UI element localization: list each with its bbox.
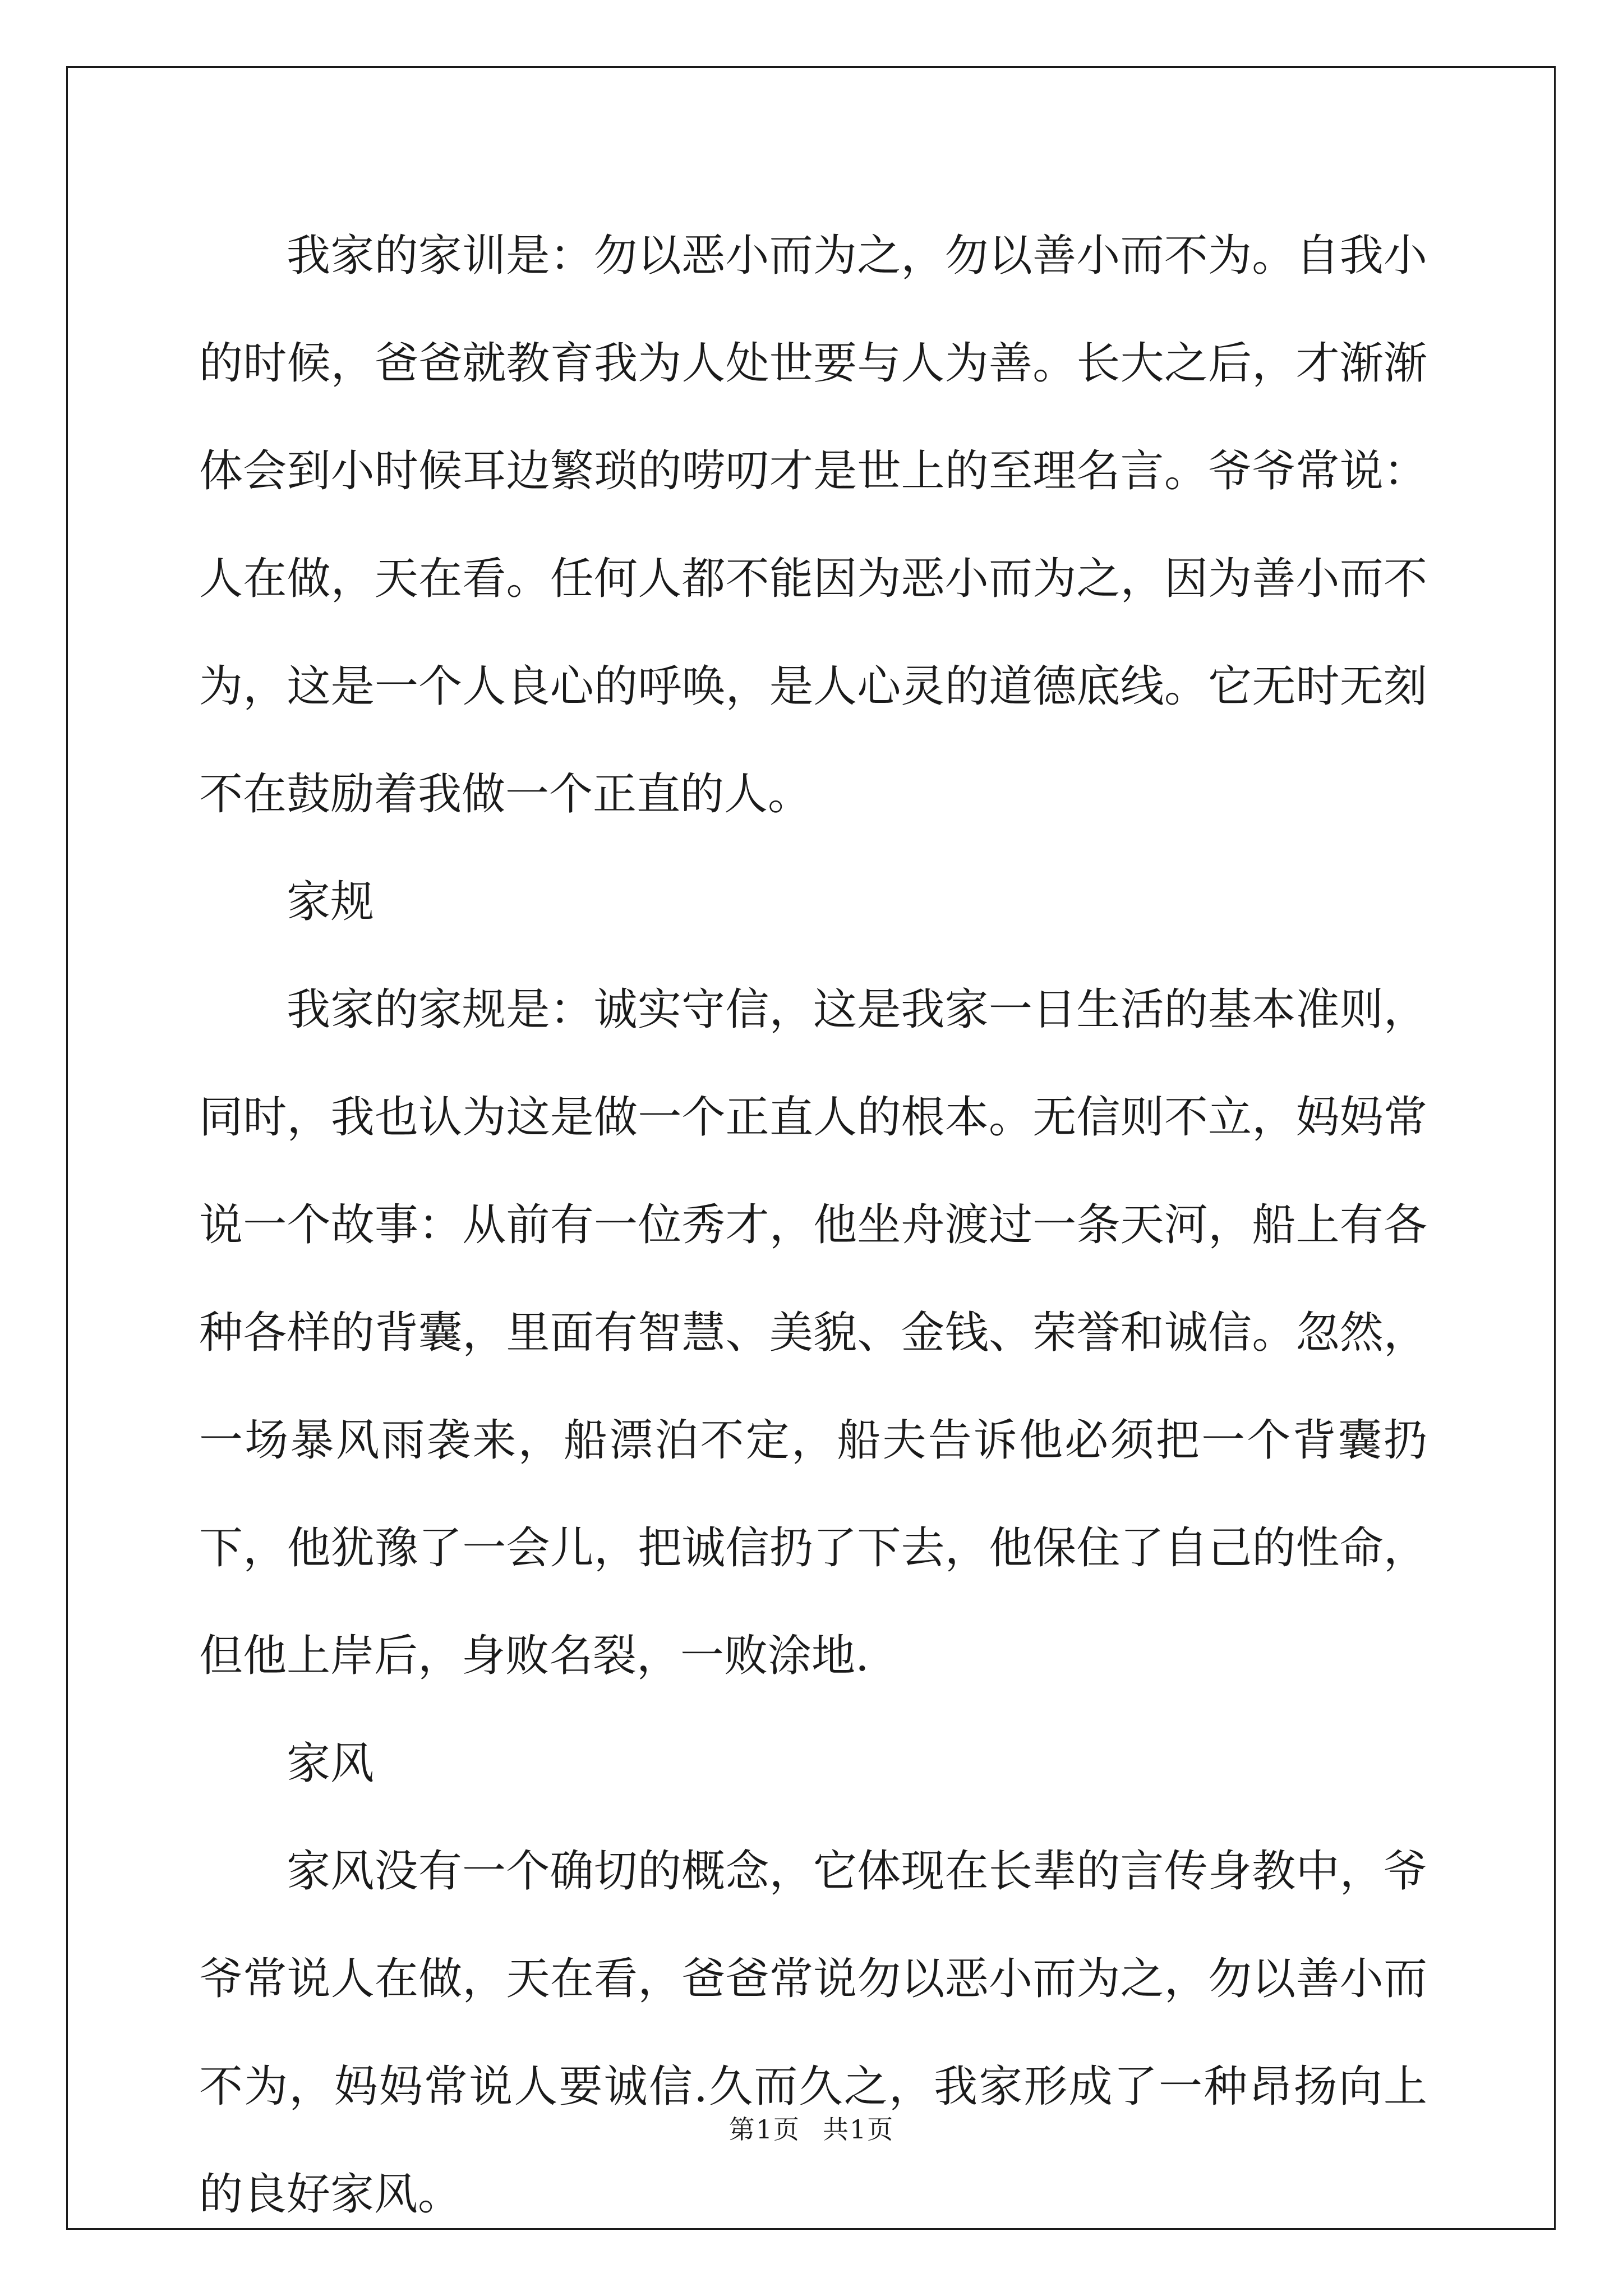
page-number: 第1页: [728, 2114, 800, 2145]
page-total: 共1页: [823, 2114, 895, 2145]
paragraph-family-motto: 我家的家训是：勿以恶小而为之，勿以善小而不为。自我小的时候，爸爸就教育我为人处世要与人为善。长大之后，才渐渐体会到小时候耳边繁琐的唠叨才是世上的至理名言。爷爷常说：人在做，天在看。任何人都不能因为恶小而为之，因为善小而不为，这是一个人良心的呼唤，是人心灵的道德底线。它无时无刻不在鼓励着我做一个正直的人。: [199, 231, 1427, 820]
page-footer: [0, 2109, 1623, 2146]
paragraph-family-rules: 我家的家规是：诚实守信，这是我家一日生活的基本准则，同时，我也认为这是做一个正直人的根本。无信则不立，妈妈常说一个故事：从前有一位秀才，他坐舟渡过一条天河，船上有各种各样的背囊，里面有智慧、美貌、金钱、荣誉和诚信。忽然，一场暴风雨袭来，船漂泊不定，船夫告诉他必须把一个背囊扔下，他犹豫了一会儿，把诚信扔了下去，他保住了自己的性命，但他上岸后，身败名裂，一败涂地.: [199, 984, 1427, 1681]
heading-family-style: 家风: [287, 1738, 375, 1789]
paragraph-family-style: 家风没有一个确切的概念，它体现在长辈的言传身教中，爷爷常说人在做，天在看，爸爸常说勿以恶小而为之，勿以善小而不为，妈妈常说人要诚信.久而久之，我家形成了一种昂扬向上的良好家风。: [199, 1846, 1427, 2220]
document-body: [199, 202, 1427, 2248]
heading-family-rules: 家规: [287, 877, 375, 927]
